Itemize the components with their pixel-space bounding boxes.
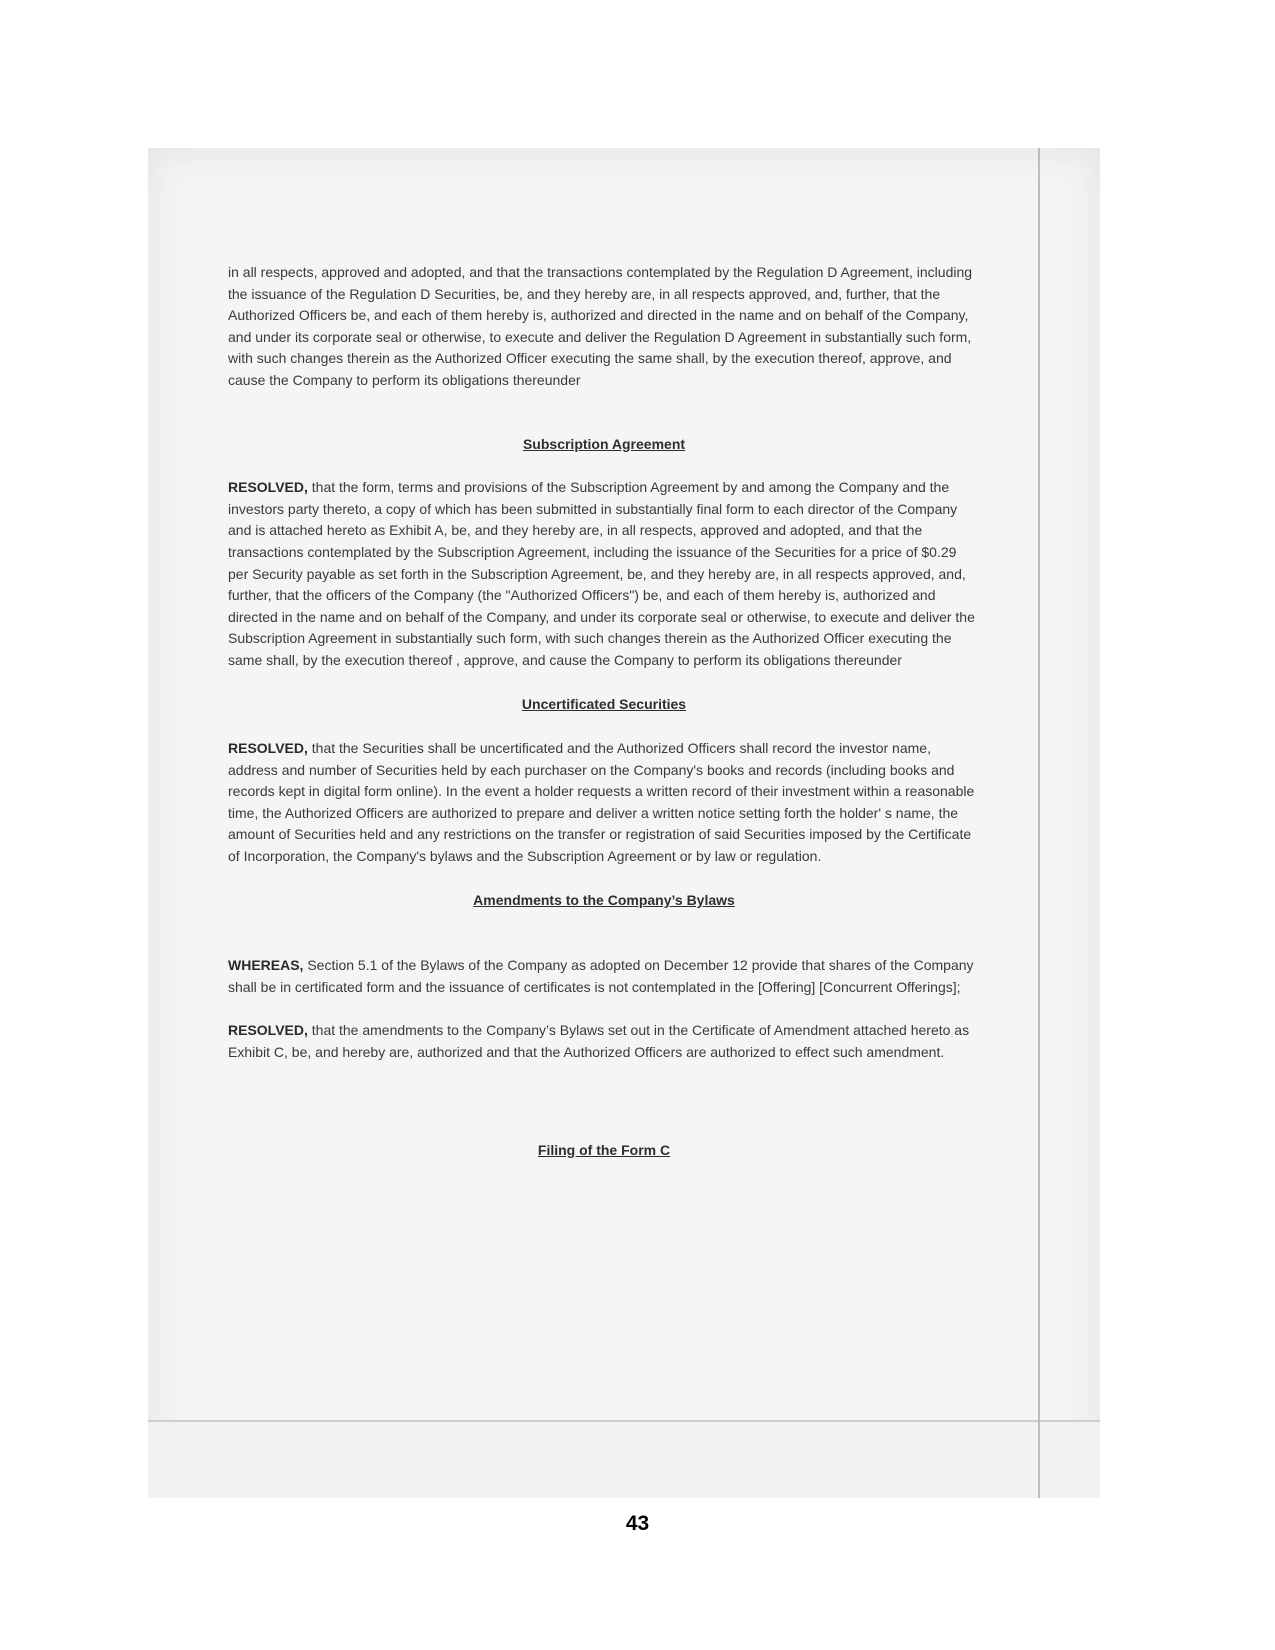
heading-subscription-agreement: Subscription Agreement	[522, 435, 686, 452]
scan-footer-strip	[148, 1422, 1100, 1498]
heading-bylaw-amendments: Amendments to the Company’s Bylaws	[473, 891, 735, 908]
resolved-label: RESOLVED,	[228, 1022, 308, 1039]
page-number: 43	[625, 1512, 650, 1535]
intro-paragraph: in all respects, approved and adopted, and that the transactions contemplated by the Regulation D Agreement, including the issuance of the Regulation D Securities, be, and they hereby are, in all respects approved, and, further, that the Authorized Officers be, and each of them hereby is, authorized and directed in the name and on behalf of the Company, and under its corporate seal or otherwise, to execute and deliver the Regulation D Agreement in substantially such form, with such changes therein as the Authorized Officer executing the same shall, by the execution thereof, approve, and cause the Company to perform its obligations thereunder	[228, 264, 973, 388]
subscription-resolution-text: that the form, terms and provisions of the Subscription Agreement by and among the Company and the investors party thereto, a copy of which has been submitted in substantially final form to each director of the Company and is attached hereto as Exhibit A, be, and they hereby are, in all respects, approved and adopted, and that the transactions contemplated by the Subscription Agreement, including the issuance of the Securities for a price of $0.29 per Security payable as set forth in the Subscription Agreement, be, and they hereby are, in all respects approved, and, further, that the officers of the Company (the "Authorized Officers") be, and each of them hereby is, authorized and directed in the name and on behalf of the Company, and under its corporate seal or otherwise, to execute and deliver the Subscription Agreement in substantially such form, with such changes therein as the Authorized Officer executing the same shall, by the execution thereof , approve, and cause the Company to perform its obligations thereunder	[228, 479, 975, 668]
uncertificated-resolution-text: that the Securities shall be uncertificated and the Authorized Officers shall record the investor name, address and number of Securities held by each purchaser on the Company's books and records (including books and records kept in digital form online). In the event a holder requests a written record of their investment within a reasonable time, the Authorized Officers are authorized to prepare and deliver a written notice setting forth the holder' s name, the amount of Securities held and any restrictions on the transfer or registration of said Securities imposed by the Certificate of Incorporation, the Company's bylaws and the Subscription Agreement or by law or regulation.	[228, 740, 975, 865]
whereas-label: WHEREAS,	[228, 957, 304, 974]
heading-uncertificated-securities: Uncertificated Securities	[521, 695, 687, 712]
document-body	[228, 262, 980, 1161]
whereas-text: Section 5.1 of the Bylaws of the Company as adopted on December 12 provide that shares of the Company shall be in certificated form and the issuance of certificates is not contemplated in the [Offering] [Concurrent Offerings];	[228, 957, 974, 995]
resolved-label: RESOLVED,	[228, 740, 308, 757]
amendments-resolution	[228, 1020, 980, 1063]
amendments-resolution-text: that the amendments to the Company’s Bylaws set out in the Certificate of Amendment attached hereto as Exhibit C, be, and hereby are, authorized and that the Authorized Officers are authorized to effect such amendment.	[228, 1022, 970, 1061]
uncertificated-resolution	[228, 738, 980, 868]
scan-bottom-edge	[148, 1420, 1100, 1422]
resolved-label: RESOLVED,	[228, 479, 308, 496]
heading-filing-form-c: Filing of the Form C	[537, 1141, 671, 1158]
whereas-clause	[228, 955, 980, 998]
scan-right-edge	[1038, 148, 1040, 1498]
subscription-resolution	[228, 477, 980, 671]
